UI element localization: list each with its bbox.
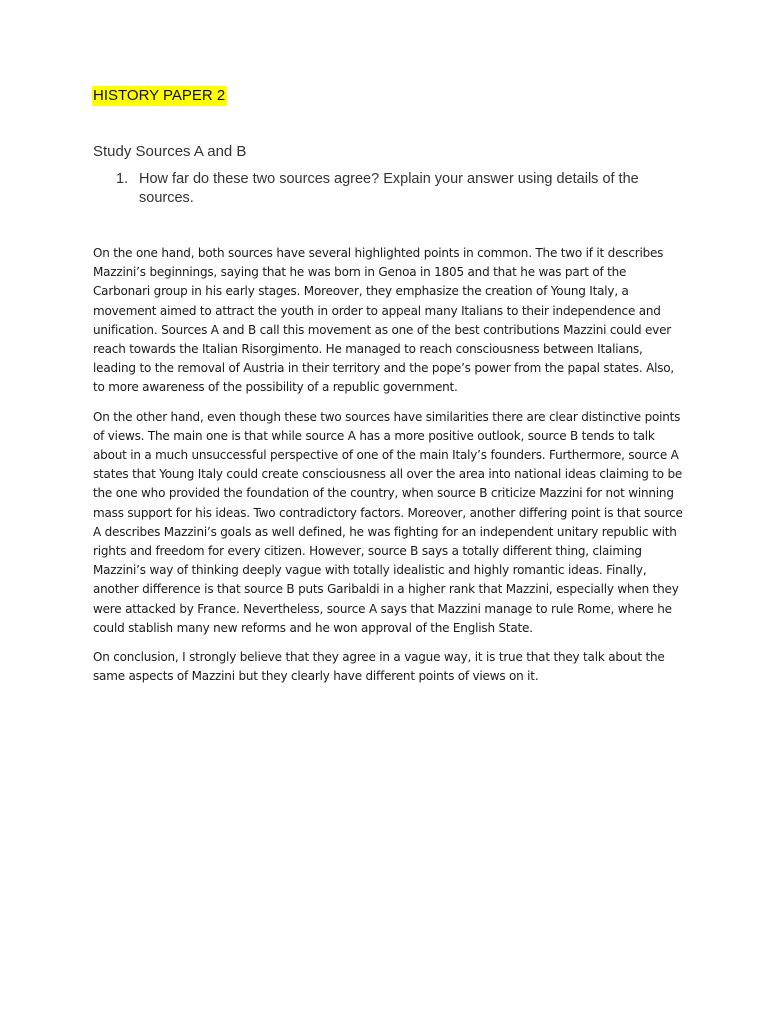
question-number: 1. — [116, 171, 129, 187]
essay-paragraph-3: On conclusion, I strongly believe that they agree in a vague way, it is true that they talk about the same aspects of Mazzini but they clearly have different points of views on it. — [93, 650, 665, 684]
essay-paragraph-2: On the other hand, even though these two sources have similarities there are clear distinctive points of views. The main one is that while source A has a more positive outlook, source B tends to talk about in a much unsuccessful perspective of one of the main Italy’s founders. Furthermore, source A states that Young Italy could create consciousness all over the area into national ideas claiming to be the one who provided the foundation of the country, when source B criticize Mazzini for not winning mass support for his ideas. Two contradictory factors. Moreover, another differing point is that source A describes Mazzini’s goals as well defined, he was fighting for an independent unitary republic with rights and freedom for every citizen. However, source B says a totally different thing, claiming Mazzini’s way of thinking deeply vague with totally idealistic and highly romantic ideas. Finally, another difference is that source B puts Garibaldi in a higher rank that Mazzini, especially when they were attacked by France. Nevertheless, source A says that Mazzini manage to rule Rome, where he could stablish many new reforms and he won approval of the English State. — [93, 409, 683, 635]
essay-body — [93, 244, 683, 696]
question-text: How far do these two sources agree? Explain your answer using details of the sources. — [139, 171, 639, 206]
question-item — [116, 170, 686, 208]
instruction-text: Study Sources A and B — [93, 143, 247, 160]
document-title: HISTORY PAPER 2 — [93, 87, 226, 104]
essay-paragraph-1: On the one hand, both sources have several highlighted points in common. The two if it describes Mazzini’s beginnings, saying that he was born in Genoa in 1805 and that he was part of the Carbonari group in his early stages. Moreover, they emphasize the creation of Young Italy, a movement aimed to attract the youth in order to appeal many Italians to their independence and unification. Sources A and B call this movement as one of the best contributions Mazzini could ever reach towards the Italian Risorgimento. He managed to reach consciousness between Italians, leading to the removal of Austria in their territory and the pope’s power from the papal states. Also, to more awareness of the possibility of a republic government. — [93, 246, 675, 395]
